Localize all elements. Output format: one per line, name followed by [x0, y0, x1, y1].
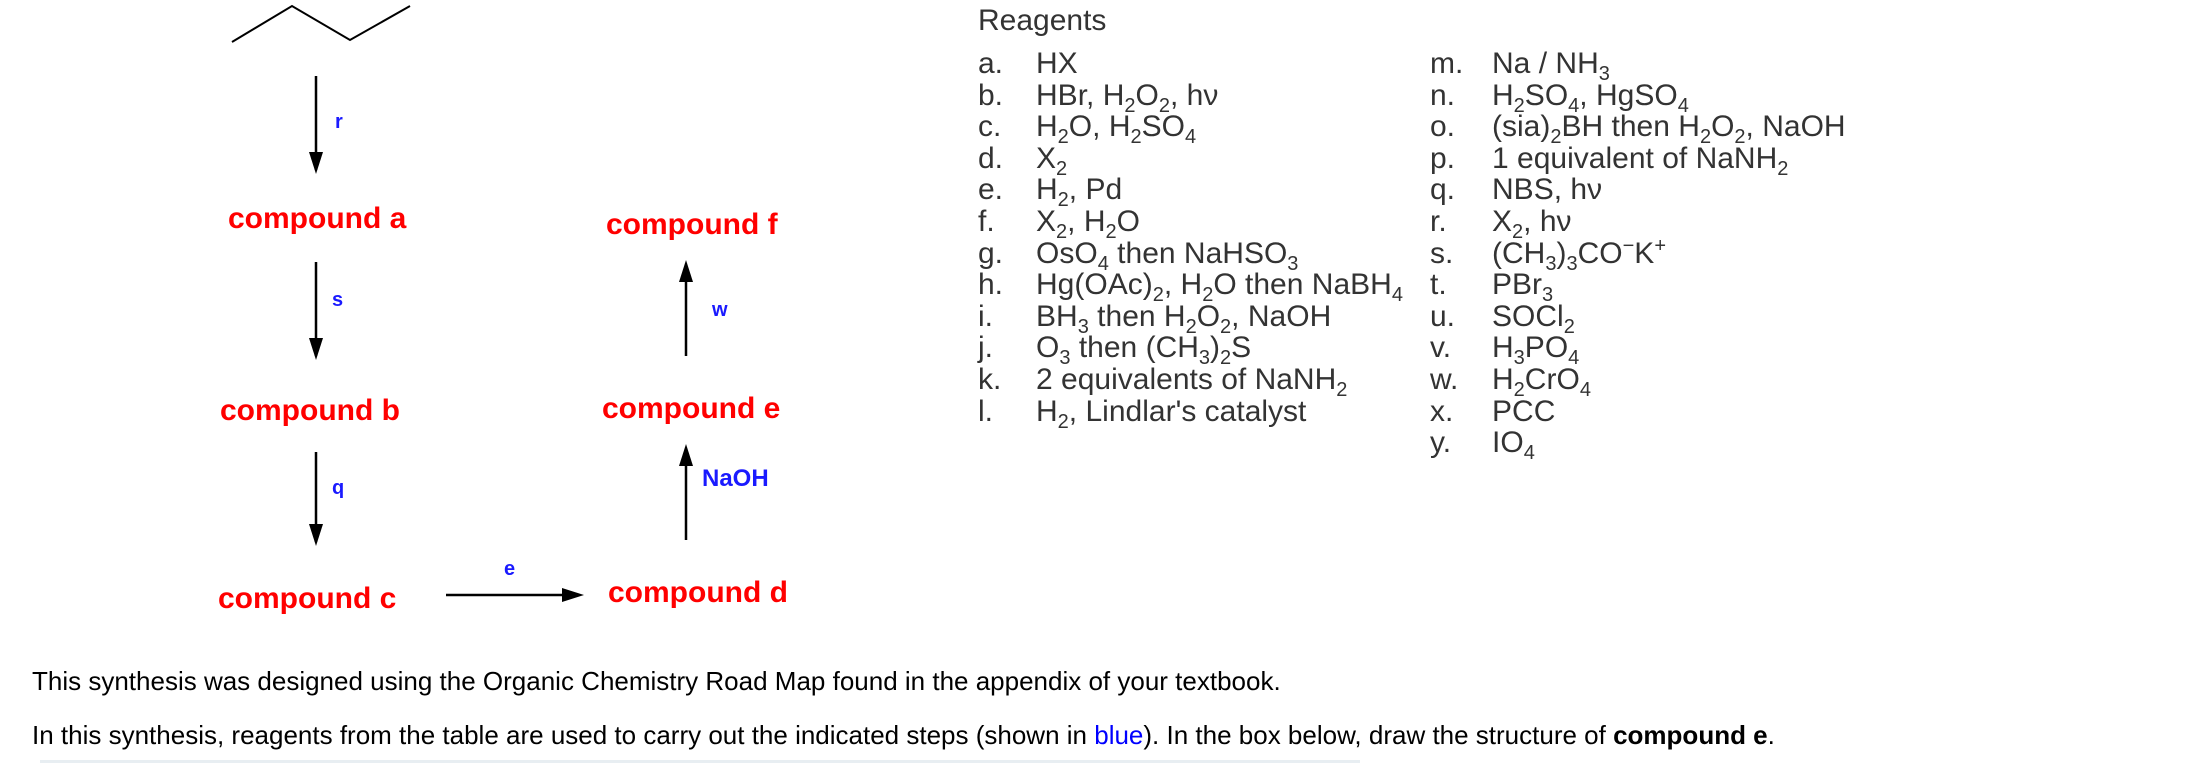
- reagent-letter: e.: [978, 173, 1004, 207]
- reagent-letter: v.: [1430, 331, 1452, 365]
- reagent-letter: b.: [978, 78, 1004, 112]
- reagent-letter: j.: [978, 331, 993, 365]
- reagent-text: Na / $NH_3$: [1492, 47, 1610, 85]
- compound-f-label: compound f: [606, 208, 778, 241]
- paragraph-2-bold-compound: compound e: [1613, 720, 1768, 750]
- paragraph-2-blue-word: blue: [1094, 720, 1144, 750]
- answer-box-top-edge: [40, 760, 1360, 768]
- reagents-table: [978, 0, 2178, 620]
- paragraph-2-text-after: .: [1767, 720, 1775, 750]
- reagent-text: $O_3$ then $(CH_3)_2S$: [1036, 331, 1252, 370]
- arrowhead-e-to-f: [679, 260, 693, 282]
- synthesis-scheme: [0, 0, 960, 640]
- compound-e-label: compound e: [602, 392, 781, 425]
- reagent-text: SOCl$_2$: [1492, 299, 1575, 338]
- reagent-text: $X_2$: [1036, 141, 1068, 180]
- paragraph-2-text-middle: ). In the box below, draw the structure of: [1143, 720, 1614, 750]
- butane-skeletal-structure: [232, 6, 410, 42]
- reagent-letter: a.: [978, 47, 1004, 80]
- reagent-text: PBr$_3$: [1492, 268, 1554, 307]
- reagent-letter: u.: [1430, 299, 1456, 333]
- reagent-text: 2 equivalents of NaNH$_2$: [1036, 363, 1348, 401]
- reagent-letter: o.: [1430, 110, 1456, 144]
- reagent-letter: w.: [1430, 363, 1459, 396]
- reagent-letter: q.: [1430, 173, 1456, 207]
- reagent-text: $X_2$, $H_2O$: [1036, 205, 1140, 243]
- reagent-letter: r.: [1430, 205, 1447, 238]
- step-label-r: r: [335, 111, 343, 133]
- reagent-letter: n.: [1430, 78, 1456, 112]
- reagent-letter: x.: [1430, 394, 1454, 428]
- reagent-text: $Hg(OAc)_2$, $H_2O$ then NaBH$_4$: [1036, 268, 1403, 307]
- reagent-text: PCC: [1492, 394, 1556, 428]
- reagent-text: HX: [1036, 47, 1078, 80]
- compound-c-label: compound c: [218, 582, 397, 615]
- reagent-letter: m.: [1430, 47, 1464, 80]
- step-label-s: s: [332, 289, 344, 311]
- reagent-text: $H_2O$, $H_2SO_4$: [1036, 110, 1197, 149]
- reagent-letter: s.: [1430, 236, 1454, 270]
- compound-a-label: compound a: [228, 202, 407, 235]
- compound-b-label: compound b: [220, 394, 400, 427]
- reagent-text: $(CH_3)_3CO^-K^+$: [1492, 234, 1666, 275]
- reagent-text: $(sia)_2BH$ then $H_2O_2$, NaOH: [1492, 110, 1846, 149]
- arrowhead-c-to-d: [562, 588, 584, 602]
- reagent-text: $X_2$, hν: [1492, 205, 1572, 243]
- reagent-text: $H_2$, Lindlar's catalyst: [1036, 394, 1307, 433]
- reagent-letter: p.: [1430, 141, 1456, 175]
- paragraph-2-text-before: In this synthesis, reagents from the table are used to carry out the indicated steps (shown in: [32, 720, 1095, 750]
- reagent-letter: h.: [978, 268, 1004, 302]
- reagent-letter: t.: [1430, 268, 1447, 302]
- reagent-text: $H_3PO_4$: [1492, 331, 1580, 370]
- reagent-letter: y.: [1430, 426, 1452, 460]
- reagent-text: $H_2SO_4$, HgSO$_4$: [1492, 78, 1689, 117]
- instruction-paragraph-2: [32, 720, 1775, 751]
- step-label-q: q: [332, 477, 345, 499]
- reagent-text: 1 equivalent of NaNH$_2$: [1492, 141, 1789, 180]
- reagent-letter: l.: [978, 394, 993, 428]
- reagent-text: $H_2$, Pd: [1036, 173, 1123, 212]
- reagent-letter: i.: [978, 299, 993, 333]
- arrowhead-a-to-b: [309, 338, 323, 360]
- reagent-letter: c.: [978, 110, 1002, 144]
- reagents-title: Reagents: [978, 4, 1107, 37]
- reagent-text: NBS, hν: [1492, 173, 1603, 207]
- step-label-naoh: NaOH: [702, 465, 769, 492]
- step-label-e: e: [504, 558, 516, 580]
- instruction-paragraph-1: This synthesis was designed using the Organic Chemistry Road Map found in the appendix of your textbook.: [32, 666, 1281, 696]
- reagent-text: $H_2CrO_4$: [1492, 363, 1591, 401]
- reagent-letter: k.: [978, 363, 1002, 396]
- arrowhead-start-to-a: [309, 152, 323, 174]
- reagent-letter: f.: [978, 205, 995, 238]
- arrowhead-b-to-c: [309, 524, 323, 546]
- reagent-text: $IO_4$: [1492, 426, 1535, 465]
- reagent-text: $BH_3$ then $H_2O_2$, NaOH: [1036, 299, 1332, 338]
- reagent-letter: g.: [978, 236, 1004, 270]
- step-label-w: w: [712, 299, 728, 321]
- reagent-text: OsO$_4$ then NaHSO$_3$: [1036, 236, 1299, 275]
- compound-d-label: compound d: [608, 576, 788, 609]
- reagent-text: HBr, $H_2O_2$, hν: [1036, 78, 1219, 117]
- reagent-letter: d.: [978, 141, 1004, 175]
- arrowhead-d-to-e: [679, 444, 693, 466]
